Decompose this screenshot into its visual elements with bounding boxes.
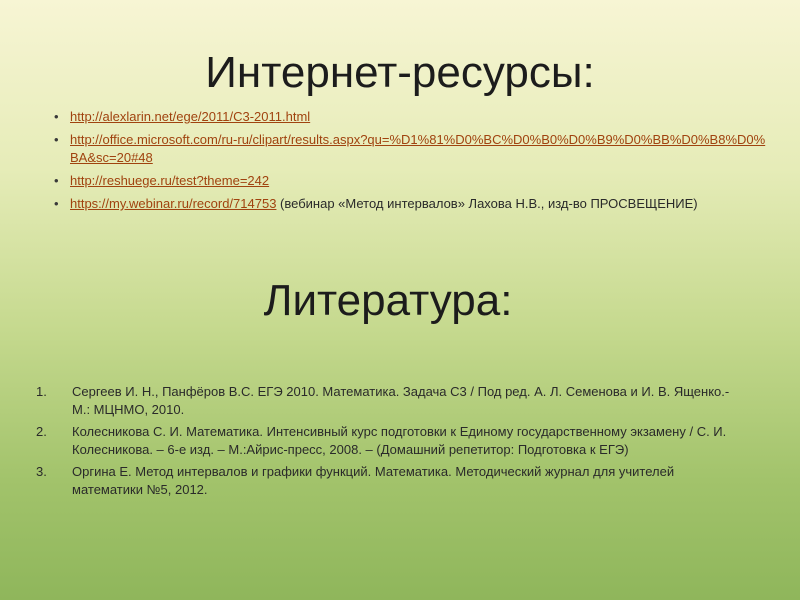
list-item bbox=[54, 131, 770, 167]
resource-link-reshuege[interactable]: http://reshuege.ru/test?theme=242 bbox=[70, 173, 270, 188]
item-number: 1. bbox=[36, 384, 47, 399]
list-item bbox=[36, 423, 746, 459]
list-item bbox=[36, 383, 746, 419]
resources-title: Интернет-ресурсы: bbox=[205, 48, 595, 97]
book-reference: Оргина Е. Метод интервалов и графики функций. Математика. Методический журнал для учителей математики №5, 2012. bbox=[72, 464, 675, 497]
resource-link-webinar[interactable]: https://my.webinar.ru/record/714753 bbox=[70, 196, 277, 211]
book-reference: Колесникова С. И. Математика. Интенсивный курс подготовки к Единому государственному экзамену / С. И. Колесникова. – 6-е изд. – М.:Айрис-пресс, 2008. – (Домашний репетитор: Подготовка к ЕГЭ) bbox=[72, 424, 727, 457]
list-item bbox=[54, 108, 770, 126]
bullet-icon: • bbox=[54, 196, 59, 211]
bullet-icon: • bbox=[54, 132, 59, 147]
literature-title: Литература: bbox=[263, 276, 513, 325]
item-number: 2. bbox=[36, 424, 47, 439]
book-reference: Сергеев И. Н., Панфёров В.С. ЕГЭ 2010. Математика. Задача С3 / Под ред. А. Л. Семенова и И. В. Ященко.- М.: МЦНМО, 2010. bbox=[72, 384, 730, 417]
bullet-icon: • bbox=[54, 173, 59, 188]
literature-list bbox=[36, 383, 746, 503]
list-item bbox=[54, 195, 770, 213]
resource-link-microsoft[interactable]: http://office.microsoft.com/ru-ru/clipart/results.aspx?qu=%D1%81%D0%BC%D0%B0%D0%B9%D0%BB%D0%B8%D0%BA&sc=20#48 bbox=[70, 132, 766, 165]
item-number: 3. bbox=[36, 464, 47, 479]
resource-link-alexlarin[interactable]: http://alexlarin.net/ege/2011/C3-2011.html bbox=[70, 109, 311, 124]
list-item bbox=[36, 463, 746, 499]
list-item bbox=[54, 172, 770, 190]
bullet-icon: • bbox=[54, 109, 59, 124]
resource-suffix: (вебинар «Метод интервалов» Лахова Н.В., изд-во ПРОСВЕЩЕНИЕ) bbox=[276, 196, 698, 211]
resources-list bbox=[52, 108, 770, 218]
